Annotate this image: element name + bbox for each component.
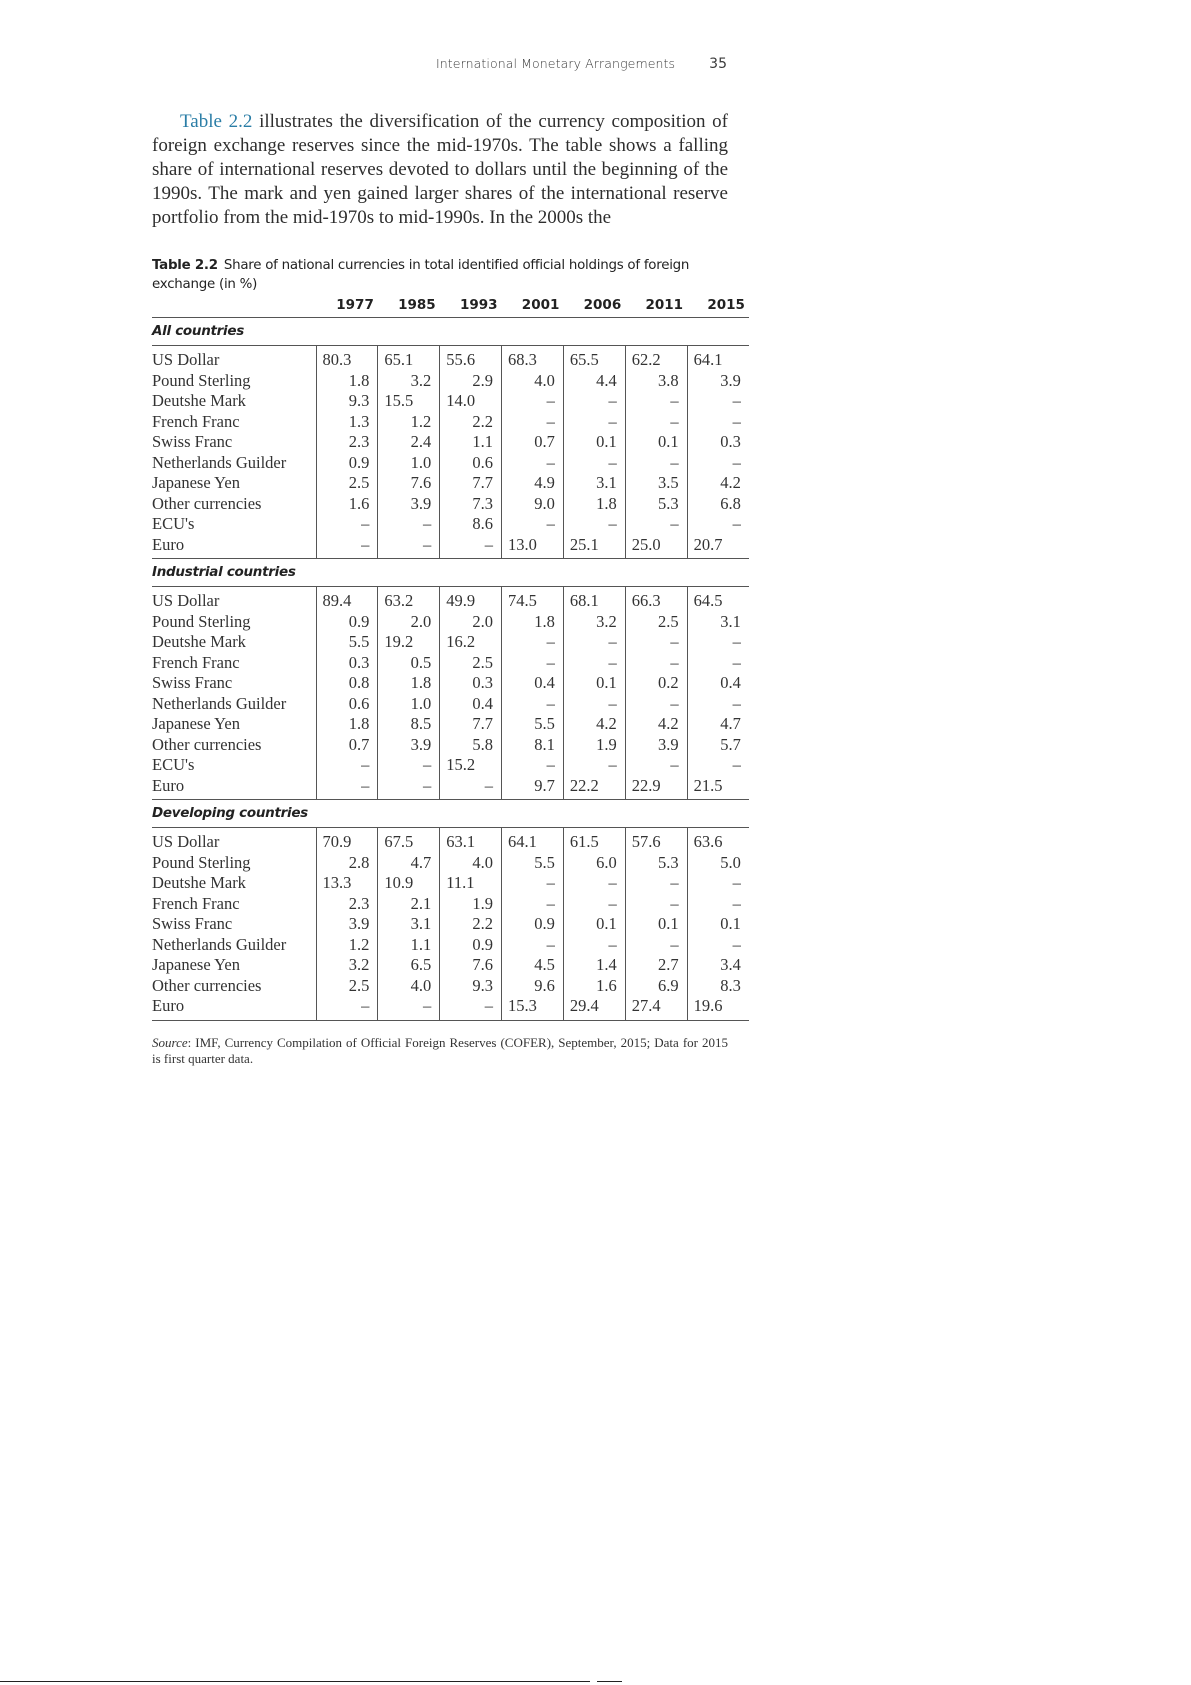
value-cell: 0.7 — [316, 735, 378, 756]
value-cell: 64.5 — [687, 587, 749, 612]
table-body — [152, 318, 749, 1021]
value-cell: 80.3 — [316, 346, 378, 371]
value-cell: 63.1 — [440, 828, 502, 853]
value-cell: – — [502, 514, 564, 535]
table-row — [152, 514, 749, 535]
value-cell: – — [378, 776, 440, 800]
currency-label: Netherlands Guilder — [152, 452, 287, 472]
value-cell: 70.9 — [316, 828, 378, 853]
value-cell: – — [563, 391, 625, 412]
value-cell: – — [563, 653, 625, 674]
value-cell: – — [378, 535, 440, 559]
table-row — [152, 632, 749, 653]
year-header-2006: 2006 — [563, 292, 625, 318]
table-row — [152, 494, 749, 515]
value-cell: – — [563, 694, 625, 715]
value-cell: 1.3 — [316, 412, 378, 433]
value-cell: 15.2 — [440, 755, 502, 776]
value-cell: – — [625, 894, 687, 915]
value-cell: – — [316, 996, 378, 1020]
currency-label: Pound Sterling — [152, 370, 251, 390]
currency-label: Netherlands Guilder — [152, 693, 287, 713]
table-row — [152, 432, 749, 453]
currency-label: Japanese Yen — [152, 955, 240, 974]
value-cell: – — [625, 632, 687, 653]
value-cell: – — [687, 694, 749, 715]
value-cell: 1.8 — [378, 673, 440, 694]
value-cell: – — [316, 776, 378, 800]
value-cell: 1.0 — [378, 453, 440, 474]
value-cell: 5.5 — [316, 632, 378, 653]
value-cell: 57.6 — [625, 828, 687, 853]
value-cell: – — [625, 412, 687, 433]
value-cell: – — [687, 453, 749, 474]
section-header-row — [152, 559, 749, 587]
value-cell: 1.1 — [440, 432, 502, 453]
value-cell: – — [687, 755, 749, 776]
value-cell: 1.8 — [502, 612, 564, 633]
value-cell: 0.9 — [502, 914, 564, 935]
table-row — [152, 853, 749, 874]
currency-label: French Franc — [152, 893, 240, 913]
currency-label: Deutshe Mark — [152, 391, 246, 410]
value-cell: 6.5 — [378, 955, 440, 976]
value-cell: 2.5 — [316, 473, 378, 494]
currency-label: US Dollar — [152, 591, 220, 610]
value-cell: 0.6 — [316, 694, 378, 715]
value-cell: 7.6 — [378, 473, 440, 494]
running-head — [436, 56, 727, 72]
table-row — [152, 612, 749, 633]
value-cell: 1.8 — [316, 371, 378, 392]
value-cell: 0.3 — [687, 432, 749, 453]
value-cell: – — [563, 453, 625, 474]
value-cell: 3.2 — [563, 612, 625, 633]
value-cell: 7.7 — [440, 714, 502, 735]
value-cell: 49.9 — [440, 587, 502, 612]
value-cell: – — [502, 632, 564, 653]
value-cell: – — [687, 632, 749, 653]
value-cell: 1.8 — [563, 494, 625, 515]
value-cell: 3.9 — [316, 914, 378, 935]
table-row — [152, 955, 749, 976]
value-cell: 2.8 — [316, 853, 378, 874]
value-cell: 5.7 — [687, 735, 749, 756]
value-cell: 74.5 — [502, 587, 564, 612]
value-cell: – — [316, 755, 378, 776]
value-cell: 5.5 — [502, 853, 564, 874]
value-cell: 13.3 — [316, 873, 378, 894]
value-cell: 13.0 — [502, 535, 564, 559]
value-cell: – — [625, 935, 687, 956]
value-cell: – — [502, 935, 564, 956]
value-cell: – — [502, 894, 564, 915]
value-cell: 3.9 — [378, 494, 440, 515]
value-cell: – — [687, 894, 749, 915]
table-row — [152, 735, 749, 756]
value-cell: 2.1 — [378, 894, 440, 915]
year-header-1985: 1985 — [378, 292, 440, 318]
value-cell: 1.9 — [440, 894, 502, 915]
value-cell: 3.1 — [563, 473, 625, 494]
value-cell: 65.5 — [563, 346, 625, 371]
currency-label: French Franc — [152, 411, 240, 431]
value-cell: 27.4 — [625, 996, 687, 1020]
currency-label: US Dollar — [152, 350, 220, 369]
value-cell: 5.8 — [440, 735, 502, 756]
value-cell: 6.8 — [687, 494, 749, 515]
table-row — [152, 587, 749, 612]
value-cell: 8.3 — [687, 976, 749, 997]
value-cell: – — [563, 755, 625, 776]
currency-label: Pound Sterling — [152, 611, 251, 631]
value-cell: 0.1 — [687, 914, 749, 935]
value-cell: – — [625, 694, 687, 715]
value-cell: 1.1 — [378, 935, 440, 956]
value-cell: 4.0 — [440, 853, 502, 874]
currency-label: French Franc — [152, 652, 240, 672]
currency-label: Japanese Yen — [152, 473, 240, 492]
value-cell: 2.5 — [625, 612, 687, 633]
value-cell: 0.1 — [563, 673, 625, 694]
section-title: Developing countries — [152, 800, 749, 828]
value-cell: 5.3 — [625, 494, 687, 515]
value-cell: 4.4 — [563, 371, 625, 392]
value-cell: 3.2 — [316, 955, 378, 976]
value-cell: 8.5 — [378, 714, 440, 735]
table-caption-label: Table 2.2 — [152, 258, 218, 273]
currency-label: Other currencies — [152, 975, 262, 995]
value-cell: 11.1 — [440, 873, 502, 894]
value-cell: 2.3 — [316, 432, 378, 453]
currency-label: Deutshe Mark — [152, 873, 246, 892]
currency-label: Euro — [152, 776, 316, 800]
value-cell: 9.6 — [502, 976, 564, 997]
value-cell: 63.6 — [687, 828, 749, 853]
value-cell: – — [440, 535, 502, 559]
value-cell: 2.7 — [625, 955, 687, 976]
value-cell: 7.6 — [440, 955, 502, 976]
value-cell: 1.6 — [563, 976, 625, 997]
source-text: : IMF, Currency Compilation of Official Foreign Reserves (COFER), September, 2015; Data for 2015 is first quarter data. — [152, 1035, 728, 1066]
value-cell: 55.6 — [440, 346, 502, 371]
value-cell: 4.0 — [378, 976, 440, 997]
value-cell: 64.1 — [687, 346, 749, 371]
value-cell: – — [378, 996, 440, 1020]
value-cell: – — [502, 453, 564, 474]
value-cell: 0.4 — [440, 694, 502, 715]
body-paragraph — [152, 110, 728, 230]
value-cell: 7.3 — [440, 494, 502, 515]
value-cell: 89.4 — [316, 587, 378, 612]
value-cell: 4.9 — [502, 473, 564, 494]
table-row — [152, 935, 749, 956]
value-cell: – — [687, 412, 749, 433]
value-cell: – — [502, 653, 564, 674]
value-cell: 20.7 — [687, 535, 749, 559]
value-cell: 3.9 — [687, 371, 749, 392]
bottom-rule — [0, 1681, 590, 1682]
value-cell: 29.4 — [563, 996, 625, 1020]
value-cell: 0.1 — [563, 432, 625, 453]
value-cell: – — [687, 873, 749, 894]
value-cell: – — [563, 894, 625, 915]
value-cell: 1.2 — [378, 412, 440, 433]
value-cell: 2.2 — [440, 412, 502, 433]
value-cell: 25.1 — [563, 535, 625, 559]
value-cell: – — [625, 391, 687, 412]
value-cell: 19.6 — [687, 996, 749, 1020]
value-cell: 3.1 — [687, 612, 749, 633]
value-cell: 2.2 — [440, 914, 502, 935]
value-cell: – — [563, 873, 625, 894]
value-cell: – — [563, 514, 625, 535]
year-header-1993: 1993 — [440, 292, 502, 318]
value-cell: 16.2 — [440, 632, 502, 653]
value-cell: – — [378, 755, 440, 776]
value-cell: 7.7 — [440, 473, 502, 494]
table-row — [152, 976, 749, 997]
value-cell: 0.9 — [440, 935, 502, 956]
section-title: All countries — [152, 318, 749, 346]
value-cell: 4.2 — [563, 714, 625, 735]
value-cell: – — [625, 873, 687, 894]
value-cell: 64.1 — [502, 828, 564, 853]
currency-label: Deutshe Mark — [152, 632, 246, 651]
value-cell: 66.3 — [625, 587, 687, 612]
reserves-table — [152, 292, 749, 1021]
currency-label: Japanese Yen — [152, 714, 240, 733]
source-note — [152, 1035, 728, 1067]
value-cell: – — [316, 535, 378, 559]
value-cell: 0.3 — [440, 673, 502, 694]
table-row — [152, 996, 749, 1020]
value-cell: 4.0 — [502, 371, 564, 392]
value-cell: 0.7 — [502, 432, 564, 453]
value-cell: – — [502, 412, 564, 433]
currency-label: Swiss Franc — [152, 914, 233, 933]
value-cell: – — [502, 694, 564, 715]
value-cell: 15.3 — [502, 996, 564, 1020]
value-cell: 1.8 — [316, 714, 378, 735]
table-row — [152, 755, 749, 776]
section-header-row — [152, 800, 749, 828]
value-cell: 2.5 — [440, 653, 502, 674]
value-cell: – — [502, 873, 564, 894]
value-cell: 0.3 — [316, 653, 378, 674]
value-cell: 4.5 — [502, 955, 564, 976]
value-cell: – — [687, 935, 749, 956]
value-cell: 4.2 — [625, 714, 687, 735]
currency-label: Netherlands Guilder — [152, 934, 287, 954]
value-cell: 25.0 — [625, 535, 687, 559]
value-cell: 5.5 — [502, 714, 564, 735]
value-cell: – — [687, 653, 749, 674]
table-row — [152, 714, 749, 735]
currency-label: Euro — [152, 996, 316, 1020]
value-cell: 2.0 — [440, 612, 502, 633]
value-cell: 1.2 — [316, 935, 378, 956]
value-cell: 21.5 — [687, 776, 749, 800]
value-cell: 62.2 — [625, 346, 687, 371]
value-cell: – — [625, 514, 687, 535]
value-cell: 2.4 — [378, 432, 440, 453]
table-row — [152, 653, 749, 674]
value-cell: 0.1 — [563, 914, 625, 935]
value-cell: 68.1 — [563, 587, 625, 612]
value-cell: 4.2 — [687, 473, 749, 494]
table-row — [152, 473, 749, 494]
value-cell: 0.5 — [378, 653, 440, 674]
currency-label: Other currencies — [152, 493, 262, 513]
year-header-2015: 2015 — [687, 292, 749, 318]
value-cell: 0.4 — [502, 673, 564, 694]
value-cell: 0.9 — [316, 453, 378, 474]
value-cell: 5.3 — [625, 853, 687, 874]
value-cell: 3.4 — [687, 955, 749, 976]
value-cell: 9.0 — [502, 494, 564, 515]
value-cell: – — [316, 514, 378, 535]
value-cell: 1.6 — [316, 494, 378, 515]
table-row — [152, 873, 749, 894]
source-label: Source — [152, 1035, 188, 1050]
year-header-2001: 2001 — [502, 292, 564, 318]
value-cell: 3.9 — [378, 735, 440, 756]
value-cell: – — [625, 755, 687, 776]
currency-label: Swiss Franc — [152, 432, 233, 451]
value-cell: 6.9 — [625, 976, 687, 997]
currency-label: Euro — [152, 535, 316, 559]
currency-label: US Dollar — [152, 832, 220, 851]
table-caption-text: Share of national currencies in total identified official holdings of foreign exchange (in %) — [152, 258, 690, 292]
section-header-row — [152, 318, 749, 346]
value-cell: 2.3 — [316, 894, 378, 915]
value-cell: 3.2 — [378, 371, 440, 392]
value-cell: – — [502, 755, 564, 776]
value-cell: – — [563, 632, 625, 653]
table-row — [152, 828, 749, 853]
year-header-1977: 1977 — [316, 292, 378, 318]
value-cell: – — [563, 935, 625, 956]
year-header-2011: 2011 — [625, 292, 687, 318]
value-cell: 3.9 — [625, 735, 687, 756]
value-cell: 2.0 — [378, 612, 440, 633]
value-cell: 15.5 — [378, 391, 440, 412]
value-cell: 0.4 — [687, 673, 749, 694]
section-title: Industrial countries — [152, 559, 749, 587]
value-cell: 14.0 — [440, 391, 502, 412]
running-head-title: International Monetary Arrangements — [435, 56, 676, 71]
value-cell: 0.9 — [316, 612, 378, 633]
value-cell: 2.9 — [440, 371, 502, 392]
currency-label: Other currencies — [152, 734, 262, 754]
table-row — [152, 914, 749, 935]
table-row — [152, 776, 749, 800]
page-number: 35 — [709, 56, 727, 72]
value-cell: 8.6 — [440, 514, 502, 535]
table-row — [152, 673, 749, 694]
value-cell: 1.0 — [378, 694, 440, 715]
value-cell: – — [687, 514, 749, 535]
value-cell: 0.1 — [625, 432, 687, 453]
value-cell: 2.5 — [316, 976, 378, 997]
value-cell: 22.9 — [625, 776, 687, 800]
value-cell: 0.1 — [625, 914, 687, 935]
value-cell: 1.4 — [563, 955, 625, 976]
value-cell: 61.5 — [563, 828, 625, 853]
table-row — [152, 535, 749, 559]
value-cell: 68.3 — [502, 346, 564, 371]
currency-label: Pound Sterling — [152, 852, 251, 872]
header-blank-cell — [152, 292, 316, 318]
table-row — [152, 346, 749, 371]
value-cell: 3.1 — [378, 914, 440, 935]
table-row — [152, 412, 749, 433]
value-cell: 0.6 — [440, 453, 502, 474]
currency-label: ECU's — [152, 755, 195, 774]
value-cell: 67.5 — [378, 828, 440, 853]
value-cell: 4.7 — [378, 853, 440, 874]
value-cell: 9.7 — [502, 776, 564, 800]
table-reference-link[interactable]: Table 2.2 — [180, 111, 253, 132]
table-row — [152, 391, 749, 412]
value-cell: 19.2 — [378, 632, 440, 653]
value-cell: – — [563, 412, 625, 433]
currency-label: ECU's — [152, 514, 195, 533]
value-cell: 0.8 — [316, 673, 378, 694]
value-cell: – — [378, 514, 440, 535]
paragraph-text: illustrates the diversification of the currency composition of foreign exchange reserves since the mid-1970s. The table shows a falling share of international reserves devoted to dollars until the beginning of the 1990s. The mark and yen gained larger shares of the international reserve portfolio from the mid-1970s to mid-1990s. In the 2000s the — [152, 111, 728, 228]
value-cell: 6.0 — [563, 853, 625, 874]
value-cell: 3.5 — [625, 473, 687, 494]
value-cell: – — [502, 391, 564, 412]
value-cell: – — [625, 653, 687, 674]
value-cell: – — [625, 453, 687, 474]
value-cell: – — [687, 391, 749, 412]
value-cell: – — [440, 776, 502, 800]
table-row — [152, 894, 749, 915]
value-cell: 4.7 — [687, 714, 749, 735]
value-cell: 9.3 — [440, 976, 502, 997]
value-cell: 5.0 — [687, 853, 749, 874]
table-row — [152, 453, 749, 474]
value-cell: 63.2 — [378, 587, 440, 612]
value-cell: 1.9 — [563, 735, 625, 756]
table-row — [152, 371, 749, 392]
value-cell: 22.2 — [563, 776, 625, 800]
value-cell: 9.3 — [316, 391, 378, 412]
currency-label: Swiss Franc — [152, 673, 233, 692]
table-caption — [152, 256, 732, 294]
value-cell: 3.8 — [625, 371, 687, 392]
value-cell: 0.2 — [625, 673, 687, 694]
value-cell: 10.9 — [378, 873, 440, 894]
value-cell: – — [440, 996, 502, 1020]
bottom-rule-segment — [597, 1681, 622, 1682]
table-row — [152, 694, 749, 715]
value-cell: 8.1 — [502, 735, 564, 756]
value-cell: 65.1 — [378, 346, 440, 371]
table-header-row — [152, 292, 749, 318]
